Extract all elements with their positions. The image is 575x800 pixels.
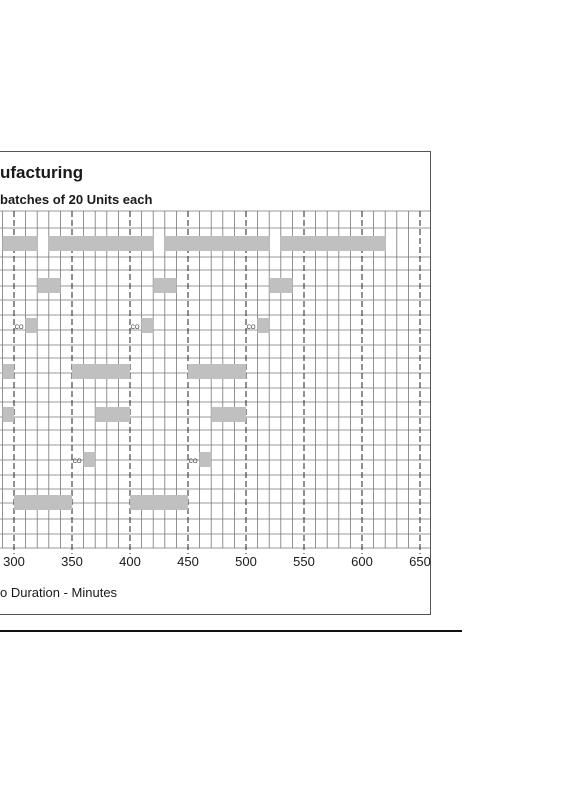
x-tick-label: 500	[235, 554, 257, 569]
x-tick-label: 650	[409, 554, 431, 569]
task-bar-label: CO	[72, 459, 82, 465]
task-bar-label: CO	[14, 325, 24, 331]
task-bar-label: CO	[130, 325, 140, 331]
task-bar	[142, 318, 154, 333]
task-bar	[281, 236, 385, 251]
task-bar	[211, 407, 246, 422]
task-bar	[2, 236, 37, 251]
chart-subtitle: batches of 20 Units each	[0, 192, 153, 207]
task-bar	[269, 278, 292, 293]
task-bar	[200, 452, 212, 467]
task-bar	[72, 364, 130, 379]
x-tick-label: 600	[351, 554, 373, 569]
task-bar	[258, 318, 270, 333]
task-bar	[188, 364, 246, 379]
x-tick-label: 350	[61, 554, 83, 569]
chart-title: ufacturing	[0, 163, 84, 182]
task-bar	[26, 318, 38, 333]
page-rule	[0, 630, 462, 632]
task-bar	[165, 236, 269, 251]
task-bar	[95, 407, 130, 422]
task-bar-label: CO	[246, 325, 256, 331]
task-bar	[2, 364, 14, 379]
x-tick-label: 550	[293, 554, 315, 569]
x-tick-label: 450	[177, 554, 199, 569]
task-bar	[49, 236, 153, 251]
task-bar	[153, 278, 176, 293]
task-bar	[2, 407, 14, 422]
task-bar	[14, 495, 72, 510]
x-tick-label: 300	[3, 554, 25, 569]
task-bar	[84, 452, 96, 467]
task-bar-label: CO	[188, 459, 198, 465]
x-tick-label: 400	[119, 554, 141, 569]
task-bar	[130, 495, 188, 510]
task-bar	[37, 278, 60, 293]
x-axis-label: o Duration - Minutes	[0, 585, 118, 600]
